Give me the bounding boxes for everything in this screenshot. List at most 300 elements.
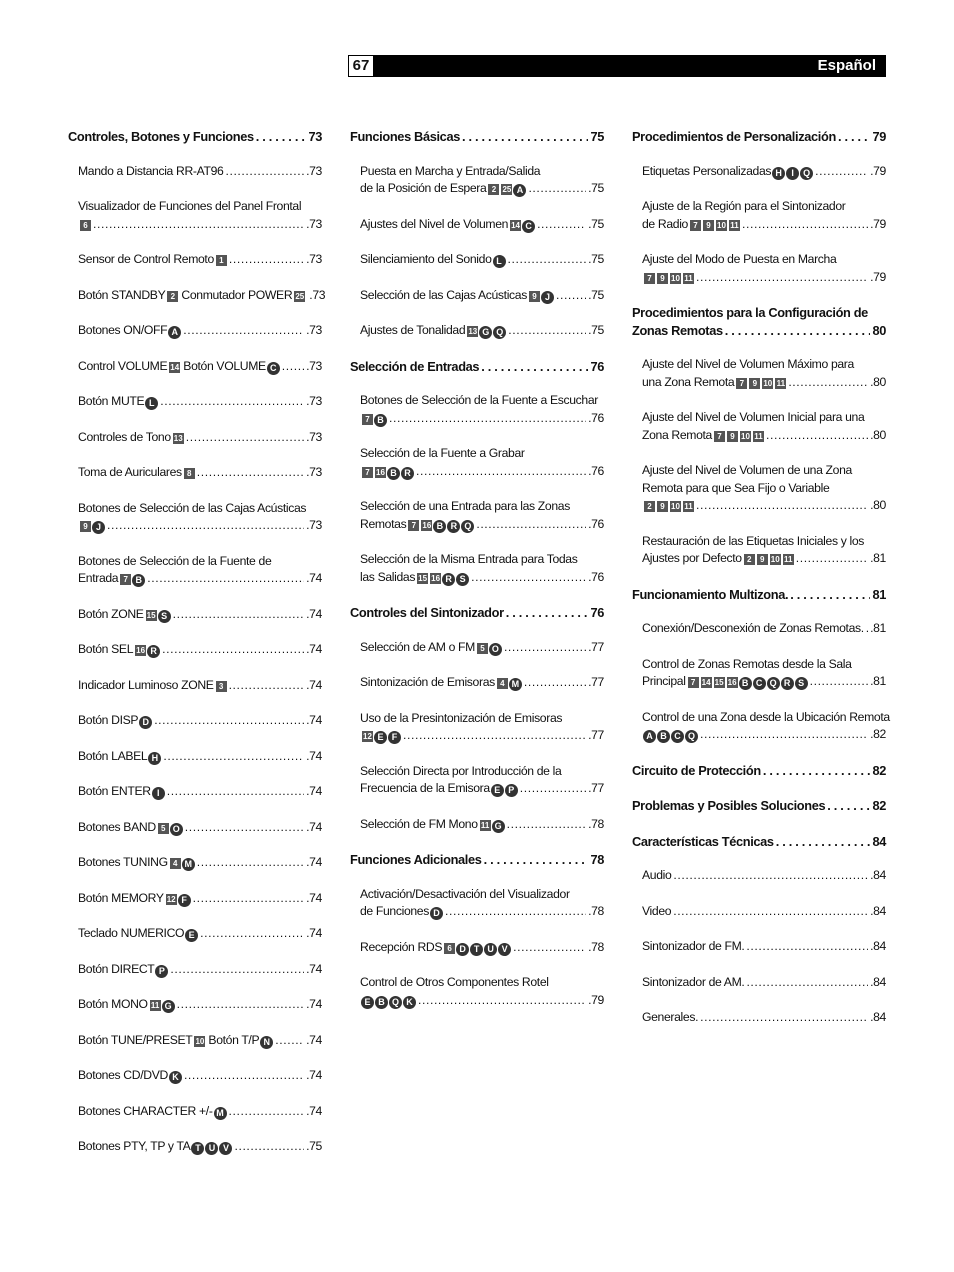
toc-page-number: .73: [306, 252, 322, 266]
toc-entry-markers: [360, 463, 414, 481]
toc-section-heading[interactable]: [632, 762, 886, 780]
leader-dots: [186, 429, 304, 447]
number-key-marker: 11: [150, 1001, 160, 1010]
letter-key-marker: U: [484, 943, 497, 956]
leader-dots: [184, 1067, 304, 1085]
toc-entry[interactable]: [642, 1009, 886, 1027]
toc-entry-title: Remotas 7 16 B R Q: [360, 516, 474, 534]
number-key-marker: 5: [477, 643, 488, 654]
leader-dots: [696, 269, 868, 287]
toc-entry-markers: [78, 517, 105, 535]
toc-entry[interactable]: [360, 974, 604, 1009]
leader-dots: [520, 780, 586, 798]
leader-dots: [167, 783, 304, 801]
toc-page-number: .80: [870, 374, 886, 389]
toc-page-number: .77: [588, 675, 604, 689]
leader-dots: [742, 216, 868, 234]
leader-dots: [403, 727, 586, 745]
toc-entry[interactable]: [78, 961, 322, 979]
number-key-marker: 7: [362, 467, 373, 478]
toc-entry-title: Ajustes de Tonalidad 13 G Q: [360, 322, 506, 340]
toc-entry-markers: [360, 410, 387, 428]
toc-entry[interactable]: [78, 429, 322, 447]
toc-entry[interactable]: [78, 251, 322, 269]
toc-page-number: .75: [588, 216, 604, 231]
leader-dots: [229, 1103, 305, 1121]
toc-entry[interactable]: [642, 974, 886, 992]
leader-dots: [810, 673, 869, 691]
number-key-marker: 10: [717, 220, 726, 230]
toc-entry[interactable]: [360, 163, 604, 198]
toc-page-number: 80: [872, 322, 886, 338]
toc-page-number: 78: [590, 852, 604, 867]
leader-dots: [197, 854, 304, 872]
toc-entry-title-continued: Botón VOLUME: [180, 358, 266, 373]
toc-page-number: .80: [870, 427, 886, 442]
letter-key-marker: U: [205, 1142, 218, 1155]
toc-page-number: .84: [870, 974, 886, 989]
toc-entry[interactable]: [360, 322, 604, 340]
number-key-marker: 12: [363, 732, 372, 741]
toc-page-number: .74: [306, 642, 322, 656]
letter-key-marker: E: [185, 929, 198, 942]
number-key-marker: 4: [497, 678, 508, 689]
toc-page-number: .76: [588, 516, 604, 531]
letter-key-marker: B: [375, 996, 388, 1009]
number-key-marker: 7: [688, 677, 699, 688]
letter-key-marker: B: [387, 467, 400, 480]
toc-page-number: .74: [306, 748, 322, 763]
toc-entry[interactable]: [642, 656, 886, 691]
toc-entry[interactable]: [78, 677, 322, 695]
leader-dots: [508, 322, 586, 340]
leader-dots: [506, 604, 589, 622]
toc-entry[interactable]: [78, 1032, 322, 1050]
toc-page-number: .73: [309, 287, 326, 302]
leader-dots: [234, 1138, 304, 1156]
toc-entry-title: Controles del Sintonizador: [350, 605, 504, 620]
toc-entry-title: Principal 7 14 15 16 B C Q R S: [642, 673, 808, 691]
toc-entry-title: una Zona Remota 7 9 10 11: [642, 374, 786, 389]
toc-entry-title: Funciones Básicas: [350, 129, 460, 144]
letter-key-marker: P: [155, 965, 168, 978]
toc-page-number: 84: [872, 833, 886, 849]
page-header: [348, 55, 886, 77]
toc-entry[interactable]: [78, 748, 322, 766]
toc-page-number: .74: [306, 784, 322, 798]
number-key-marker: 9: [749, 378, 760, 389]
toc-page-number: .73: [306, 394, 322, 408]
toc-entry-title: de Radio 7 9 10 11: [642, 216, 739, 231]
toc-entry-markers: [360, 992, 416, 1010]
letter-key-marker: N: [260, 1036, 273, 1049]
toc-section-heading[interactable]: [350, 851, 604, 869]
toc-entry-title: Remota para que Sea Fijo o Variable: [642, 480, 830, 495]
toc-entry[interactable]: [78, 925, 322, 943]
number-key-marker: 10: [195, 1036, 205, 1046]
letter-key-marker: O: [489, 643, 502, 656]
toc-page-number: .75: [588, 287, 604, 302]
leader-dots: [471, 569, 586, 587]
toc-page-number: .81: [870, 551, 886, 565]
toc-column-1: [68, 128, 326, 1156]
number-key-marker: 9: [529, 291, 540, 302]
leader-dots: [389, 410, 586, 428]
letter-key-marker: D: [139, 716, 152, 729]
leader-dots: [177, 996, 304, 1014]
toc-entry[interactable]: [78, 1138, 322, 1156]
leader-dots: [185, 819, 304, 837]
letter-key-marker: C: [671, 730, 684, 743]
toc-page-number: .75: [306, 1139, 322, 1153]
letter-key-marker: B: [374, 414, 387, 427]
toc-entry[interactable]: [360, 445, 604, 480]
toc-entry-title: Activación/Desactivación del Visualizador: [360, 886, 570, 901]
toc-section-heading[interactable]: [68, 128, 322, 146]
toc-page-number: 81: [872, 586, 886, 602]
toc-entry[interactable]: [360, 498, 604, 533]
toc-entry[interactable]: [360, 216, 604, 234]
toc-entry[interactable]: [78, 854, 322, 872]
toc-entry[interactable]: [78, 500, 322, 535]
leader-dots: [524, 674, 586, 692]
number-key-marker: 14: [701, 678, 711, 687]
toc-page-number: .74: [306, 1068, 322, 1082]
toc-entry-title: Botones PTY, TP y TA T U V: [78, 1138, 232, 1156]
leader-dots: [193, 890, 304, 908]
toc-entry[interactable]: [642, 867, 886, 885]
letter-key-marker: Q: [493, 326, 506, 339]
letter-key-marker: Q: [767, 677, 780, 690]
toc-entry[interactable]: [78, 890, 322, 908]
leader-dots: [154, 712, 304, 730]
leader-dots: [93, 216, 304, 234]
number-key-marker: 2: [644, 501, 655, 512]
toc-entry-title: Teclado NUMERICO E: [78, 925, 198, 943]
leader-dots: [476, 516, 586, 534]
toc-entry-title: Sintonización de Emisoras 4 M: [360, 674, 522, 692]
toc-entry[interactable]: [78, 198, 322, 233]
leader-dots: [866, 620, 868, 638]
toc-section-heading[interactable]: [632, 586, 886, 604]
toc-section-heading[interactable]: [632, 128, 886, 146]
leader-dots: [160, 393, 304, 411]
leader-dots: [504, 639, 586, 657]
toc-entry[interactable]: [360, 674, 604, 692]
toc-entry-title: Botones de Selección de la Fuente de: [78, 553, 272, 568]
toc-entry-title: Ajuste del Nivel de Volumen Máximo para: [642, 357, 854, 371]
toc-page-number: .78: [588, 904, 604, 918]
letter-key-marker: G: [479, 326, 492, 339]
number-key-marker: 11: [684, 502, 693, 511]
number-key-marker: 10: [763, 378, 773, 388]
number-key-marker: 11: [730, 220, 739, 230]
toc-page-number: .74: [306, 819, 322, 834]
toc-entry-title: Botones CD/DVD K: [78, 1067, 182, 1085]
toc-entry-title: Botón ENTER I: [78, 783, 165, 801]
letter-key-marker: J: [541, 291, 554, 304]
leader-dots: [445, 903, 586, 921]
toc-page-number: .79: [870, 269, 886, 284]
toc-page-number: .73: [306, 358, 322, 373]
toc-page-number: .77: [588, 639, 604, 654]
toc-entry[interactable]: [642, 251, 886, 286]
toc-entry-title: Control VOLUME 14 Botón VOLUME C: [78, 358, 280, 376]
toc-page-number: .74: [306, 997, 322, 1011]
toc-entry-title: Botón DISP D: [78, 712, 152, 730]
toc-entry[interactable]: [360, 939, 604, 957]
toc-entry-title: Control de una Zona desde la Ubicación Remota: [642, 709, 890, 724]
toc-section-heading[interactable]: [632, 304, 886, 339]
number-key-marker: 11: [776, 378, 786, 388]
toc-entry[interactable]: [642, 198, 886, 233]
letter-key-marker: R: [401, 467, 414, 480]
toc-entry[interactable]: [78, 163, 322, 181]
toc-page-number: .74: [306, 606, 322, 621]
toc-entry-title: Botón LABEL H: [78, 748, 161, 766]
toc-entry-title: Botones de Selección de la Fuente a Escuchar: [360, 393, 598, 407]
toc-entry-title: Botones TUNING 4 M: [78, 854, 195, 872]
letter-key-marker: C: [267, 362, 280, 375]
toc-entry-markers: [642, 497, 694, 515]
letter-key-marker: C: [522, 220, 535, 233]
number-key-marker: 7: [690, 220, 701, 231]
toc-entry-title: Circuito de Protección: [632, 762, 761, 778]
toc-page-number: .77: [588, 728, 604, 742]
leader-dots: [673, 867, 868, 885]
toc-entry[interactable]: [78, 606, 322, 624]
leader-dots: [162, 641, 304, 659]
toc-entry-title: Zonas Remotas: [632, 322, 723, 338]
letter-key-marker: V: [219, 1142, 232, 1155]
toc-entry[interactable]: [78, 1103, 322, 1121]
toc-section-heading[interactable]: [350, 358, 604, 376]
toc-entry-title: Botones ON/OFF A: [78, 322, 181, 340]
toc-entry[interactable]: [78, 1067, 322, 1085]
toc-entry[interactable]: [78, 287, 326, 305]
letter-key-marker: R: [781, 677, 794, 690]
toc-entry[interactable]: [642, 356, 886, 391]
number-key-marker: 10: [671, 273, 680, 283]
toc-page-number: .75: [588, 252, 604, 266]
toc-entry-title: Control de Zonas Remotas desde la Sala: [642, 656, 852, 671]
leader-dots: [256, 128, 307, 146]
toc-entry[interactable]: [78, 641, 322, 659]
toc-entry[interactable]: [78, 996, 322, 1014]
toc-entry-title: Conexión/Desconexión de Zonas Remotas.: [642, 621, 864, 635]
toc-page-number: .79: [870, 163, 886, 178]
leader-dots: [766, 427, 868, 445]
toc-page-number: .75: [588, 181, 604, 195]
toc-entry[interactable]: [360, 886, 604, 921]
number-key-marker: 14: [511, 220, 521, 230]
toc-entry[interactable]: [642, 938, 886, 956]
toc-page-number: 82: [872, 798, 886, 813]
toc-page-number: .76: [588, 463, 604, 478]
toc-entry[interactable]: [78, 322, 322, 340]
toc-entry[interactable]: [642, 409, 886, 444]
toc-entry[interactable]: [78, 358, 322, 376]
toc-entry-title: Selección de las Cajas Acústicas 9 J: [360, 287, 554, 305]
leader-dots: [673, 903, 868, 921]
letter-key-marker: F: [388, 731, 401, 744]
leader-dots: [416, 463, 586, 481]
toc-entry[interactable]: [642, 533, 886, 568]
number-key-marker: 7: [714, 431, 725, 442]
toc-page-number: .74: [306, 1103, 322, 1118]
number-key-marker: 15: [418, 573, 428, 583]
number-key-marker: 25: [502, 185, 512, 194]
letter-key-marker: B: [739, 677, 752, 690]
toc-entry[interactable]: [642, 709, 890, 744]
number-key-marker: 25: [295, 291, 305, 301]
letter-key-marker: T: [191, 1142, 204, 1155]
toc-page-number: .76: [588, 410, 604, 425]
toc-entry-title: Restauración de las Etiquetas Iniciales y los: [642, 533, 865, 548]
toc-page-number: .73: [306, 216, 322, 231]
toc-page-number: .78: [588, 939, 604, 954]
toc-entry-title: Ajustes por Defecto 2 9 10 11: [642, 551, 793, 565]
toc-page-number: .74: [306, 855, 322, 869]
number-key-marker: 6: [80, 220, 91, 231]
number-key-marker: 10: [770, 555, 780, 564]
toc-column-3: [632, 128, 890, 1027]
toc-entry-title: Botón MUTE L: [78, 393, 158, 411]
toc-page-number: .79: [588, 992, 604, 1007]
leader-dots: [790, 586, 870, 604]
toc-entry[interactable]: [360, 551, 604, 586]
toc-entry[interactable]: [360, 392, 604, 427]
toc-entry-title: Toma de Auriculares 8: [78, 464, 195, 482]
toc-page-number: .84: [870, 1010, 886, 1024]
toc-page-number: .74: [306, 890, 322, 905]
toc-entry[interactable]: [360, 710, 604, 745]
leader-dots: [838, 128, 871, 146]
toc-entry[interactable]: [642, 163, 886, 181]
toc-page-number: .82: [870, 727, 886, 741]
number-key-marker: 5: [158, 823, 169, 834]
number-key-marker: 15: [146, 610, 156, 620]
toc-page-number: 75: [590, 129, 604, 144]
leader-dots: [700, 726, 868, 744]
toc-entry-title: Entrada 7 B: [78, 570, 145, 588]
toc-entry[interactable]: [78, 783, 322, 801]
toc-page-number: .80: [870, 498, 886, 512]
leader-dots: [556, 287, 586, 305]
toc-entry[interactable]: [78, 464, 322, 482]
letter-key-marker: J: [92, 521, 105, 534]
toc-section-heading[interactable]: [632, 797, 886, 815]
letter-key-marker: S: [158, 610, 171, 623]
toc-page-number: .73: [306, 518, 322, 532]
letter-key-marker: M: [509, 678, 522, 691]
letter-key-marker: F: [178, 894, 191, 907]
leader-dots: [788, 374, 868, 392]
number-key-marker: 9: [727, 431, 738, 442]
toc-section-heading[interactable]: [350, 604, 604, 622]
toc-entry-title: Sintonizador de AM.: [642, 974, 745, 989]
number-key-marker: 13: [468, 327, 478, 336]
letter-key-marker: H: [772, 167, 785, 180]
number-key-marker: 1: [216, 255, 227, 266]
toc-page-number: .78: [588, 816, 604, 831]
letter-key-marker: R: [147, 645, 160, 658]
number-key-marker: 6: [444, 943, 455, 954]
toc-entry[interactable]: [78, 393, 322, 411]
toc-entry[interactable]: [360, 816, 604, 834]
toc-entry[interactable]: [360, 251, 604, 269]
toc-entry[interactable]: [360, 639, 604, 657]
letter-key-marker: T: [470, 943, 483, 956]
number-key-marker: 2: [488, 184, 499, 195]
toc-page-number: .84: [870, 868, 886, 882]
leader-dots: [776, 833, 871, 851]
toc-entry-title: Problemas y Posibles Soluciones: [632, 798, 826, 813]
toc-entry[interactable]: [78, 553, 322, 588]
toc-entry-title: Funcionamiento Multizona.: [632, 586, 789, 602]
toc-page-number: .74: [306, 713, 322, 727]
page-number: 67: [348, 55, 374, 77]
toc-entry-title: Zona Remota 7 9 10 11: [642, 427, 763, 442]
letter-key-marker: E: [374, 731, 387, 744]
toc-entry-title: Recepción RDS 6 D T U V: [360, 939, 511, 957]
letter-key-marker: A: [168, 326, 181, 339]
number-key-marker: 16: [431, 573, 441, 583]
number-key-marker: 7: [736, 378, 747, 389]
toc-entry[interactable]: [642, 903, 886, 921]
toc-entry-markers: [642, 269, 694, 287]
letter-key-marker: H: [148, 752, 161, 765]
letter-key-marker: Q: [800, 167, 813, 180]
toc-entry[interactable]: [360, 287, 604, 305]
letter-key-marker: K: [403, 996, 416, 1009]
letter-key-marker: K: [169, 1071, 182, 1084]
number-key-marker: 9: [757, 554, 768, 565]
toc-entry-title: Ajuste del Modo de Puesta en Marcha: [642, 252, 837, 266]
leader-dots: [418, 992, 586, 1010]
letter-key-marker: B: [657, 730, 670, 743]
toc-entry-title: Sintonizador de FM.: [642, 939, 745, 953]
toc-entry-title: Funciones Adicionales: [350, 852, 482, 867]
toc-page-number: .81: [870, 621, 886, 635]
number-key-marker: 16: [727, 678, 737, 687]
leader-dots: [275, 1032, 304, 1050]
toc-entry-title: Etiquetas Personalizadas H I Q: [642, 163, 813, 181]
toc-entry-title: Botones de Selección de las Cajas Acústicas: [78, 500, 307, 515]
toc-column-2: [350, 128, 604, 1009]
toc-entry[interactable]: [360, 763, 604, 798]
letter-key-marker: A: [513, 184, 526, 197]
toc-entry[interactable]: [78, 712, 322, 730]
toc-section-heading[interactable]: [632, 833, 886, 851]
toc-entry[interactable]: [78, 819, 322, 837]
letter-key-marker: B: [132, 574, 145, 587]
leader-dots: [746, 938, 868, 956]
toc-entry-markers: [78, 216, 91, 234]
number-key-marker: 2: [167, 291, 178, 302]
toc-entry-title: Botón ZONE 15 S: [78, 606, 171, 624]
toc-section-heading[interactable]: [350, 128, 604, 146]
toc-entry[interactable]: [642, 620, 886, 638]
toc-entry[interactable]: [642, 462, 886, 515]
toc-entry-title: Ajuste de la Región para el Sintonizador: [642, 199, 846, 213]
number-key-marker: 7: [408, 520, 419, 531]
leader-dots: [815, 163, 868, 181]
letter-key-marker: B: [433, 520, 446, 533]
toc-entry-title: Generales.: [642, 1010, 699, 1024]
letter-key-marker: I: [786, 167, 799, 180]
toc-entry-title: Ajuste del Nivel de Volumen Inicial para una: [642, 410, 865, 424]
